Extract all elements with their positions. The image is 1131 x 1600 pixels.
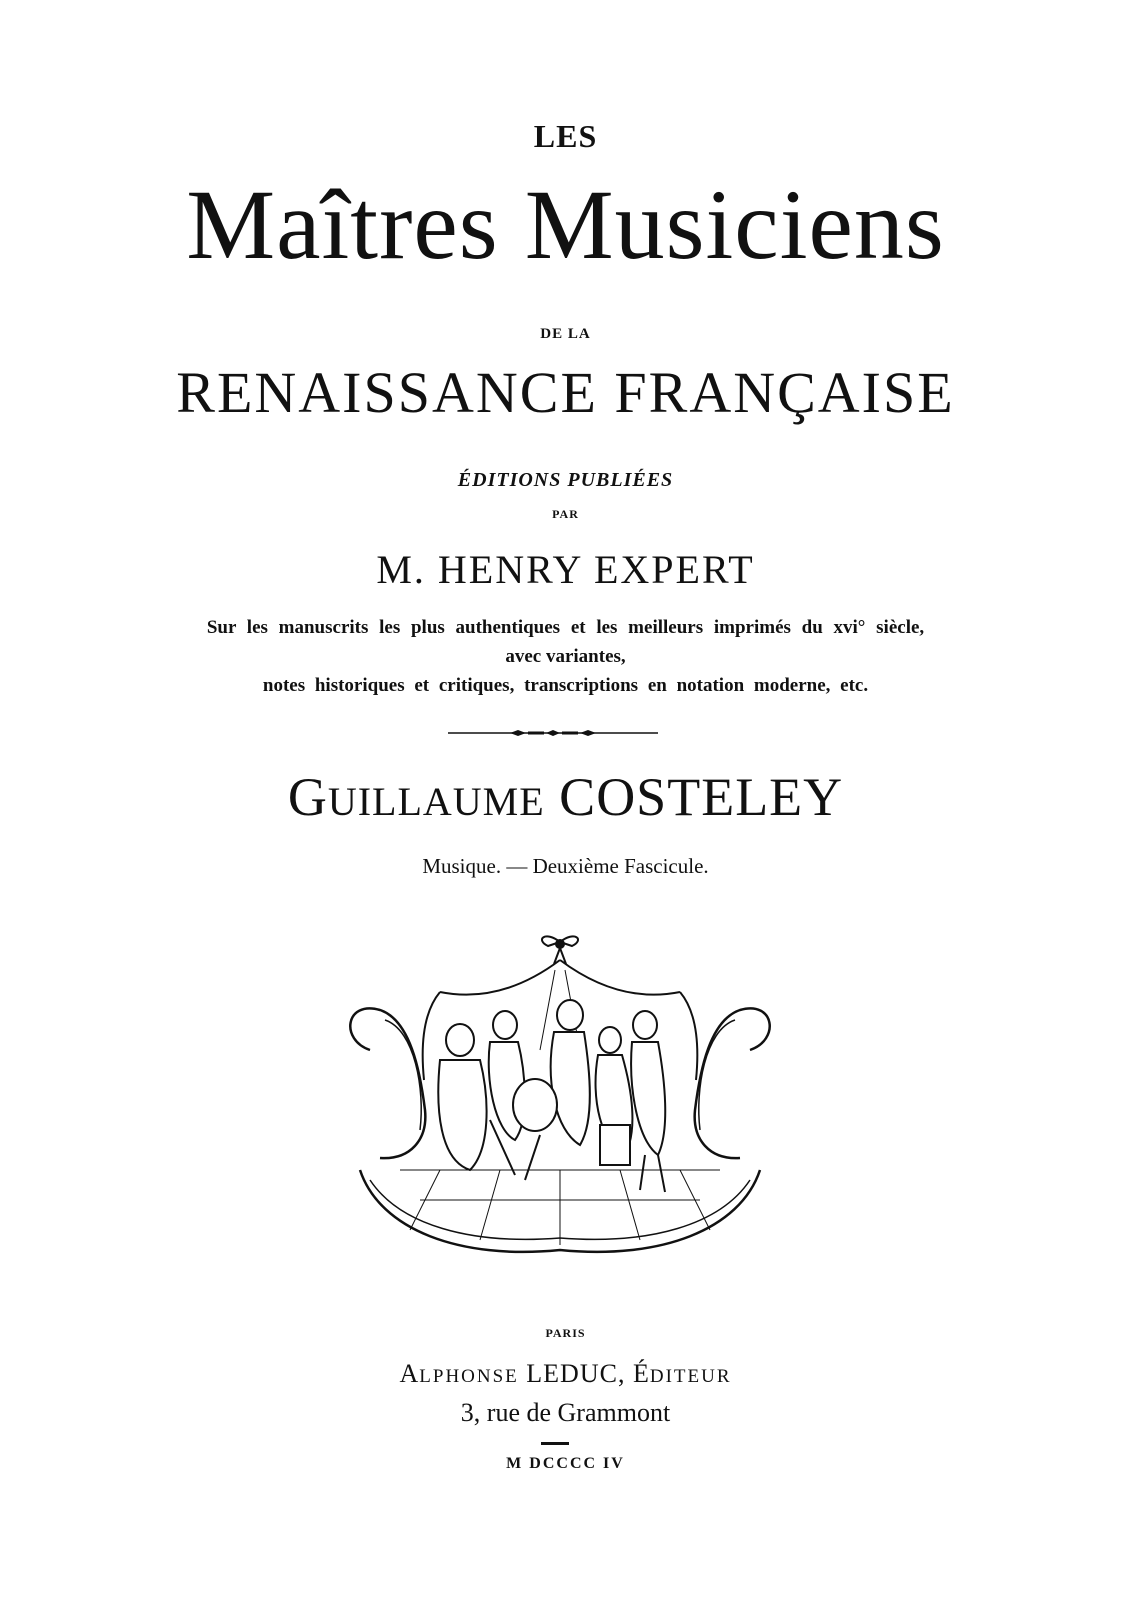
imprint-city: PARIS: [545, 1326, 586, 1340]
editor-name: M. HENRY EXPERT: [376, 547, 755, 592]
publisher-line: [0, 1361, 1131, 1387]
composer-first-initial: G: [287, 767, 328, 827]
series-subtitle: RENAISSANCE FRANÇAISE: [176, 360, 955, 425]
composer-first-rest: UILLAUME: [327, 779, 545, 824]
series-connector: DE LA: [540, 326, 591, 342]
emblem-illustration: [340, 930, 780, 1280]
right-ribbon: [695, 1008, 770, 1158]
composer-last-name: COSTELEY: [559, 767, 844, 827]
publisher-first-initial: A: [399, 1359, 420, 1388]
publisher-role-initial: É: [632, 1359, 650, 1388]
publisher-role-rest: DITEUR: [649, 1366, 732, 1387]
ornamental-rule: [448, 729, 658, 737]
left-ribbon: [350, 1008, 425, 1158]
description-line-3: notes historiques et critiques, transcriptions en notation moderne, etc.: [262, 675, 869, 696]
par-label: PAR: [552, 507, 579, 521]
date-divider: [541, 1442, 569, 1445]
series-article: LES: [533, 118, 598, 154]
checkered-floor: [400, 1170, 720, 1245]
description-line-1: Sur les manuscrits les plus authentiques et les meilleurs imprimés du xvi° siècle,: [206, 617, 925, 638]
publication-date: M DCCCC IV: [506, 1455, 625, 1472]
series-title: Maîtres Musiciens: [186, 169, 945, 280]
publisher-address: 3, rue de Grammont: [460, 1398, 671, 1427]
musician-figures: [438, 1000, 665, 1192]
volume-subtitle: Musique. — Deuxième Fascicule.: [422, 854, 709, 878]
composer-name: [0, 767, 1131, 827]
description-line-2: avec variantes,: [505, 646, 626, 667]
editions-label: ÉDITIONS PUBLIÉES: [457, 469, 674, 491]
publisher-last-name: LEDUC,: [526, 1359, 626, 1388]
publisher-first-rest: LPHONSE: [419, 1366, 519, 1387]
bow-ornament: [542, 936, 578, 964]
